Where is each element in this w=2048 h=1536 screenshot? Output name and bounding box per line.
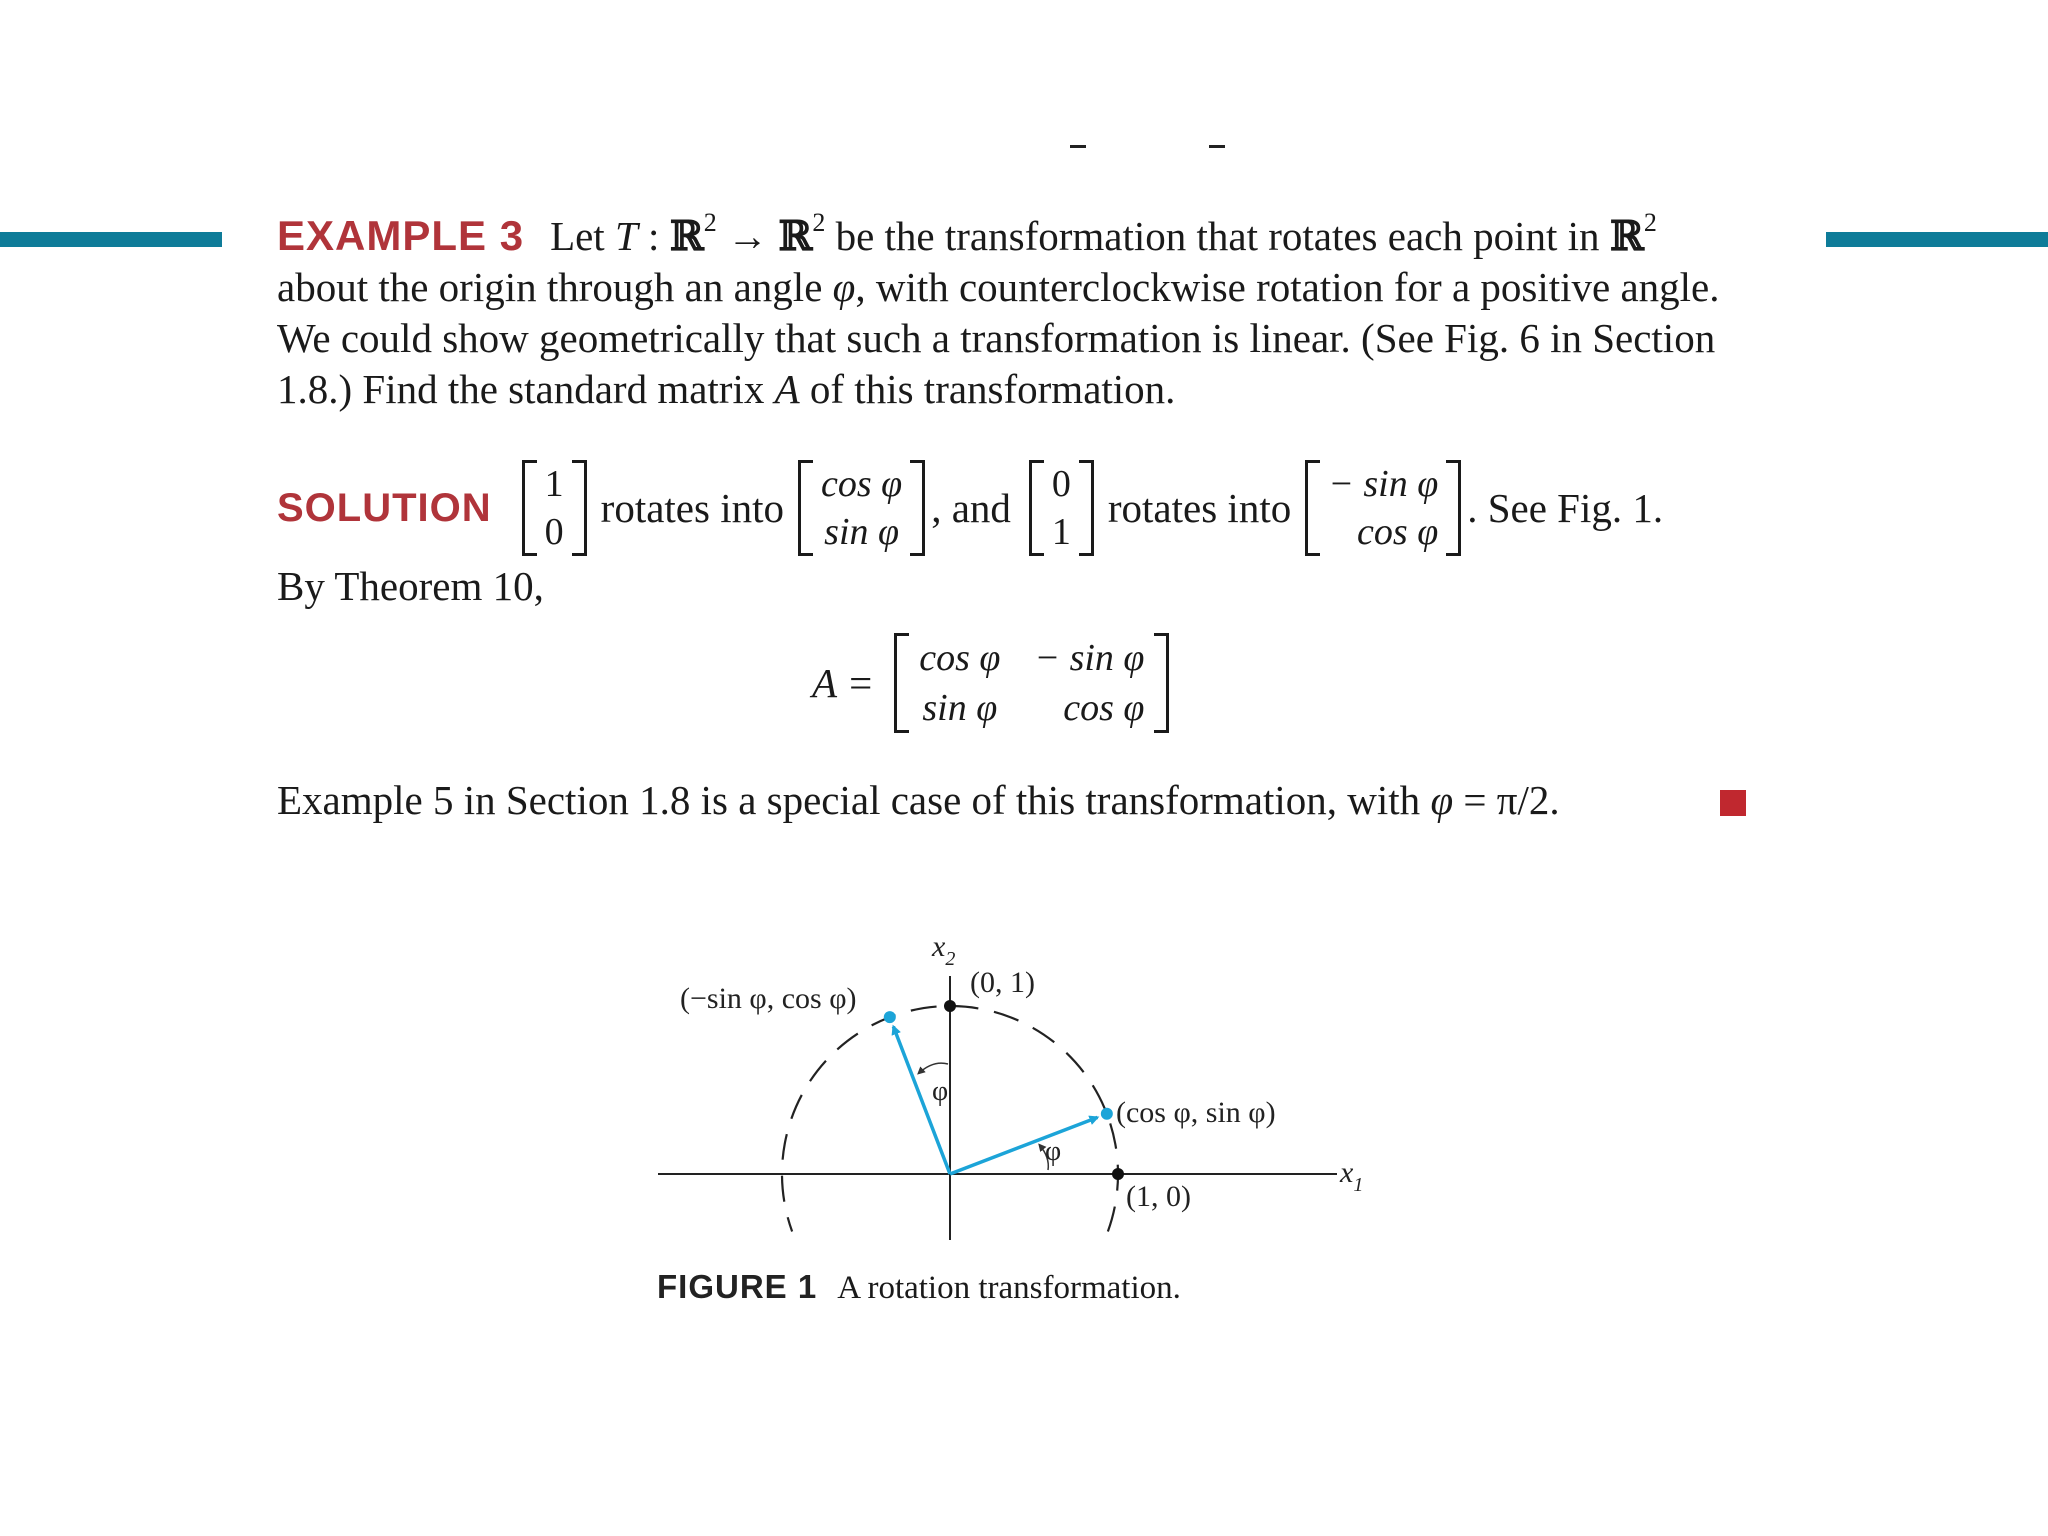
vector-e2-image: − sin φ cos φ <box>1305 460 1461 556</box>
example-heading: EXAMPLE 3 <box>277 212 525 259</box>
angle-label-e2: φ <box>932 1076 949 1107</box>
solution-heading: SOLUTION <box>277 485 492 530</box>
point-neg-sin-cos <box>884 1011 896 1023</box>
figure-caption: FIGURE 1 A rotation transformation. <box>657 1268 1181 1306</box>
top-dash-mark <box>1070 145 1086 148</box>
point-neg-sin-cos-label: (−sin φ, cos φ) <box>680 982 857 1015</box>
figure-caption-label: FIGURE 1 <box>657 1268 818 1305</box>
point-1-0 <box>1112 1168 1124 1180</box>
x2-label: $x_2$ <box>932 930 956 970</box>
x1-label: $x_1$ <box>1340 1156 1364 1196</box>
point-cos-sin <box>1101 1108 1113 1120</box>
vector-e2: 0 1 <box>1029 460 1094 556</box>
angle-arc-e2 <box>919 1063 948 1073</box>
point-0-1 <box>944 1000 956 1012</box>
vector-e1: 1 0 <box>522 460 587 556</box>
point-0-1-label: (0, 1) <box>970 966 1035 999</box>
theorem-reference: By Theorem 10, <box>277 563 544 609</box>
example-paragraph: EXAMPLE 3 Let T : ℝ$^2$ → ℝ$^2$ be the transformation that rotates each point in ℝ$^2$ about the origin through an angle φ, with counterclockwise rotation for a positive angle. We could show geometrically that such a transformation is linear. (See Fig. 6 in Section 1.8.) Find the standard matrix A of this transformation. <box>277 208 1720 412</box>
left-accent-rule <box>0 232 222 247</box>
rotation-figure <box>640 920 1380 1260</box>
rotation-matrix: cos φ − sin φ sin φ cos φ <box>894 633 1169 733</box>
solution-line: SOLUTION 1 0 rotates into cos φ sin φ , and 0 1 rotates into − sin φ cos φ . See Fig. 1. <box>277 443 1747 573</box>
top-dash-mark <box>1209 145 1225 148</box>
standard-matrix-equation: A = cos φ − sin φ sin φ cos φ <box>812 628 1175 738</box>
rotated-e1-vector <box>950 1117 1098 1174</box>
end-of-proof-mark <box>1720 790 1746 816</box>
closing-sentence: Example 5 in Section 1.8 is a special case of this transformation, with φ = π/2. <box>277 777 1560 823</box>
vector-e1-image: cos φ sin φ <box>798 460 925 556</box>
point-cos-sin-label: (cos φ, sin φ) <box>1116 1096 1276 1129</box>
point-1-0-label: (1, 0) <box>1126 1180 1191 1213</box>
right-accent-rule <box>1826 232 2048 247</box>
angle-label-e1: φ <box>1045 1136 1062 1167</box>
